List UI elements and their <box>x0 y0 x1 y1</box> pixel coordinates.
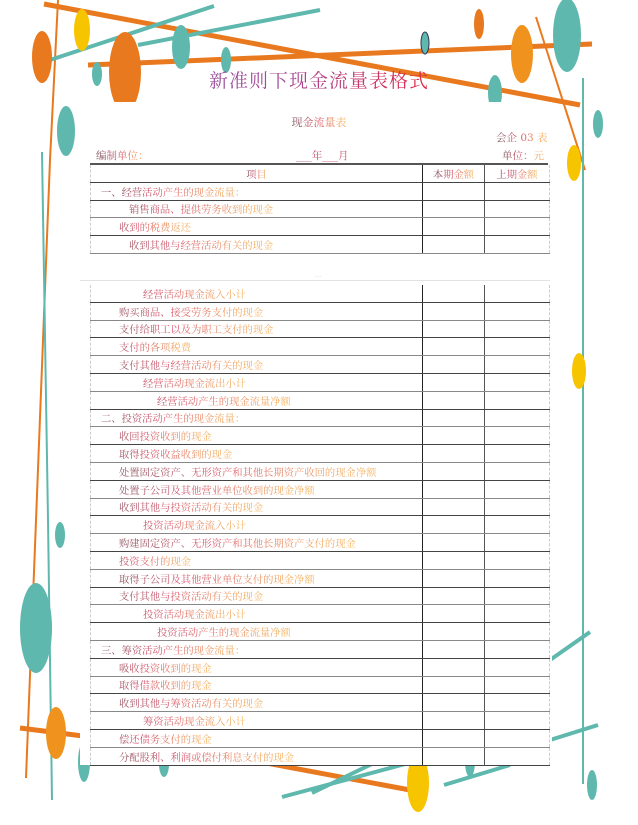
table-row <box>91 462 550 480</box>
row-item-label <box>91 676 423 694</box>
row-item-text: 处置固定资产、无形资产和其他长期资产收回的现金净额 <box>91 464 376 479</box>
row-item-text: 经营活动现金流入小计 <box>91 286 246 301</box>
row-current-amount-cell[interactable] <box>423 285 485 302</box>
row-item-text: 经营活动产生的现金流量净额 <box>91 393 291 408</box>
row-prior-amount-cell[interactable] <box>485 427 550 445</box>
row-item-label <box>91 391 423 409</box>
table-header-row <box>91 165 550 182</box>
row-item-text: 购建固定资产、无形资产和其他长期资产支付的现金 <box>91 535 356 550</box>
table-row <box>91 623 550 641</box>
row-item-text: 一、经营活动产生的现金流量： <box>91 184 245 199</box>
row-prior-amount-cell[interactable] <box>485 516 550 534</box>
row-item-text: 支付给职工以及为职工支付的现金 <box>91 321 273 336</box>
row-item-label <box>91 445 423 463</box>
table-row <box>91 587 550 605</box>
unit-label: 单位：元 <box>502 150 544 162</box>
row-prior-amount-cell[interactable] <box>485 605 550 623</box>
table-row <box>91 551 550 569</box>
statement-subtitle-text: 现金流量表 <box>291 116 347 129</box>
row-item-label <box>91 218 423 236</box>
row-item-text: 投资活动现金流出小计 <box>91 606 246 621</box>
row-item-label <box>91 356 423 374</box>
row-item-label <box>91 587 423 605</box>
row-current-amount-cell[interactable] <box>423 373 485 391</box>
document-title: 新准则下现金流量表格式 <box>0 66 638 93</box>
row-prior-amount-cell[interactable] <box>485 676 550 694</box>
row-item-text: 收到其他与经营活动有关的现金 <box>91 237 273 252</box>
row-item-label <box>91 373 423 391</box>
row-prior-amount-cell[interactable] <box>485 285 550 302</box>
table-row <box>91 569 550 587</box>
prepared-by-label: 编制单位： <box>96 150 149 162</box>
row-item-label <box>91 640 423 658</box>
table-row <box>91 516 550 534</box>
cash-flow-table-page1 <box>90 165 550 254</box>
row-current-amount-cell[interactable] <box>423 445 485 463</box>
table-row <box>91 534 550 552</box>
row-current-amount-cell[interactable] <box>423 498 485 516</box>
table-row <box>91 498 550 516</box>
row-prior-amount-cell[interactable] <box>485 569 550 587</box>
row-item-label <box>91 320 423 338</box>
row-item-label <box>91 605 423 623</box>
row-current-amount-cell[interactable] <box>423 694 485 712</box>
cash-flow-table-page2 <box>90 285 550 766</box>
row-prior-amount-cell[interactable] <box>485 658 550 676</box>
row-current-amount-cell[interactable] <box>423 218 485 236</box>
table-row <box>91 200 550 218</box>
header-item: 项目 <box>91 165 423 182</box>
row-prior-amount-cell[interactable] <box>485 534 550 552</box>
table-row <box>91 427 550 445</box>
row-item-text: 吸收投资收到的现金 <box>91 660 212 675</box>
row-item-label <box>91 498 423 516</box>
table-row <box>91 182 550 200</box>
row-item-label <box>91 569 423 587</box>
row-current-amount-cell[interactable] <box>423 587 485 605</box>
statement-subtitle <box>0 114 638 130</box>
row-item-text: 处置子公司及其他营业单位收到的现金净额 <box>91 482 315 497</box>
row-prior-amount-cell[interactable] <box>485 409 550 427</box>
row-prior-amount-cell[interactable] <box>485 182 550 200</box>
row-item-label <box>91 236 423 254</box>
table-row <box>91 729 550 747</box>
page-break-line <box>80 280 550 281</box>
table-row <box>91 373 550 391</box>
table-row <box>91 747 550 765</box>
table-row <box>91 236 550 254</box>
row-current-amount-cell[interactable] <box>423 356 485 374</box>
table-row <box>91 391 550 409</box>
row-prior-amount-cell[interactable] <box>485 729 550 747</box>
row-current-amount-cell[interactable] <box>423 391 485 409</box>
table-row <box>91 712 550 730</box>
row-item-text: 三、筹资活动产生的现金流量： <box>91 642 245 657</box>
row-prior-amount-cell[interactable] <box>485 218 550 236</box>
row-current-amount-cell[interactable] <box>423 302 485 320</box>
row-current-amount-cell[interactable] <box>423 623 485 641</box>
row-item-text: 取得子公司及其他营业单位支付的现金净额 <box>91 571 315 586</box>
row-current-amount-cell[interactable] <box>423 534 485 552</box>
row-prior-amount-cell[interactable] <box>485 445 550 463</box>
row-item-text: 支付其他与投资活动有关的现金 <box>91 588 263 603</box>
row-current-amount-cell[interactable] <box>423 236 485 254</box>
table-row <box>91 338 550 356</box>
row-item-text: 二、投资活动产生的现金流量： <box>91 410 245 425</box>
table-row <box>91 676 550 694</box>
row-prior-amount-cell[interactable] <box>485 338 550 356</box>
row-item-text: 收到其他与筹资活动有关的现金 <box>91 695 263 710</box>
header-prior-amount: 上期金额 <box>485 165 550 182</box>
row-item-label <box>91 285 423 302</box>
row-prior-amount-cell[interactable] <box>485 236 550 254</box>
row-item-text: 投资支付的现金 <box>91 553 191 568</box>
row-current-amount-cell[interactable] <box>423 551 485 569</box>
table-row <box>91 302 550 320</box>
row-current-amount-cell[interactable] <box>423 427 485 445</box>
form-code: 会企 03 表 <box>496 132 548 144</box>
table-row <box>91 320 550 338</box>
table-row <box>91 605 550 623</box>
row-prior-amount-cell[interactable] <box>485 694 550 712</box>
row-item-text: 支付的各项税费 <box>91 339 191 354</box>
row-current-amount-cell[interactable] <box>423 200 485 218</box>
row-item-text: 筹资活动现金流入小计 <box>91 713 246 728</box>
row-item-label <box>91 427 423 445</box>
table-row <box>91 480 550 498</box>
row-item-text: 支付其他与经营活动有关的现金 <box>91 357 263 372</box>
row-item-label <box>91 182 423 200</box>
row-item-label <box>91 462 423 480</box>
row-current-amount-cell[interactable] <box>423 338 485 356</box>
row-item-text: 收回投资收到的现金 <box>91 428 212 443</box>
table-row <box>91 445 550 463</box>
row-current-amount-cell[interactable] <box>423 409 485 427</box>
row-current-amount-cell[interactable] <box>423 182 485 200</box>
row-item-text: 分配股利、利润或偿付利息支付的现金 <box>91 749 294 764</box>
table-row <box>91 356 550 374</box>
row-current-amount-cell[interactable] <box>423 658 485 676</box>
row-prior-amount-cell[interactable] <box>485 712 550 730</box>
row-item-label <box>91 658 423 676</box>
row-prior-amount-cell[interactable] <box>485 640 550 658</box>
row-item-label <box>91 302 423 320</box>
row-current-amount-cell[interactable] <box>423 605 485 623</box>
row-prior-amount-cell[interactable] <box>485 747 550 765</box>
row-item-label <box>91 480 423 498</box>
row-current-amount-cell[interactable] <box>423 462 485 480</box>
row-prior-amount-cell[interactable] <box>485 551 550 569</box>
row-item-text: 偿还债务支付的现金 <box>91 731 212 746</box>
row-prior-amount-cell[interactable] <box>485 200 550 218</box>
row-item-text: 购买商品、接受劳务支付的现金 <box>91 304 263 319</box>
row-item-label <box>91 200 423 218</box>
row-current-amount-cell[interactable] <box>423 712 485 730</box>
row-current-amount-cell[interactable] <box>423 676 485 694</box>
row-item-label <box>91 712 423 730</box>
row-item-text: 销售商品、提供劳务收到的现金 <box>91 201 273 216</box>
row-item-text: 投资活动现金流入小计 <box>91 517 246 532</box>
row-prior-amount-cell[interactable] <box>485 462 550 480</box>
page-break-marker: - - <box>316 274 321 280</box>
period-field: ___年___月 <box>296 150 349 162</box>
table-row <box>91 409 550 427</box>
row-item-label <box>91 694 423 712</box>
row-item-label <box>91 729 423 747</box>
row-prior-amount-cell[interactable] <box>485 623 550 641</box>
row-current-amount-cell[interactable] <box>423 747 485 765</box>
row-prior-amount-cell[interactable] <box>485 480 550 498</box>
row-item-label <box>91 747 423 765</box>
row-current-amount-cell[interactable] <box>423 729 485 747</box>
row-prior-amount-cell[interactable] <box>485 320 550 338</box>
row-item-label <box>91 516 423 534</box>
row-item-text: 取得投资收益收到的现金 <box>91 446 232 461</box>
row-prior-amount-cell[interactable] <box>485 356 550 374</box>
row-item-text: 取得借款收到的现金 <box>91 677 212 692</box>
header-current-amount: 本期金额 <box>423 165 485 182</box>
row-prior-amount-cell[interactable] <box>485 373 550 391</box>
row-item-text: 经营活动现金流出小计 <box>91 375 246 390</box>
row-item-label <box>91 409 423 427</box>
row-item-label <box>91 623 423 641</box>
row-current-amount-cell[interactable] <box>423 569 485 587</box>
table-row <box>91 640 550 658</box>
row-current-amount-cell[interactable] <box>423 480 485 498</box>
row-item-label <box>91 534 423 552</box>
row-item-label <box>91 338 423 356</box>
row-current-amount-cell[interactable] <box>423 320 485 338</box>
table-row <box>91 218 550 236</box>
row-prior-amount-cell[interactable] <box>485 302 550 320</box>
row-current-amount-cell[interactable] <box>423 516 485 534</box>
table-row <box>91 285 550 302</box>
row-prior-amount-cell[interactable] <box>485 391 550 409</box>
row-item-text: 投资活动产生的现金流量净额 <box>91 624 291 639</box>
row-item-text: 收到的税费返还 <box>91 219 191 234</box>
row-item-label <box>91 551 423 569</box>
table-row <box>91 658 550 676</box>
row-item-text: 收到其他与投资活动有关的现金 <box>91 499 263 514</box>
row-prior-amount-cell[interactable] <box>485 587 550 605</box>
row-prior-amount-cell[interactable] <box>485 498 550 516</box>
table-row <box>91 694 550 712</box>
row-current-amount-cell[interactable] <box>423 640 485 658</box>
